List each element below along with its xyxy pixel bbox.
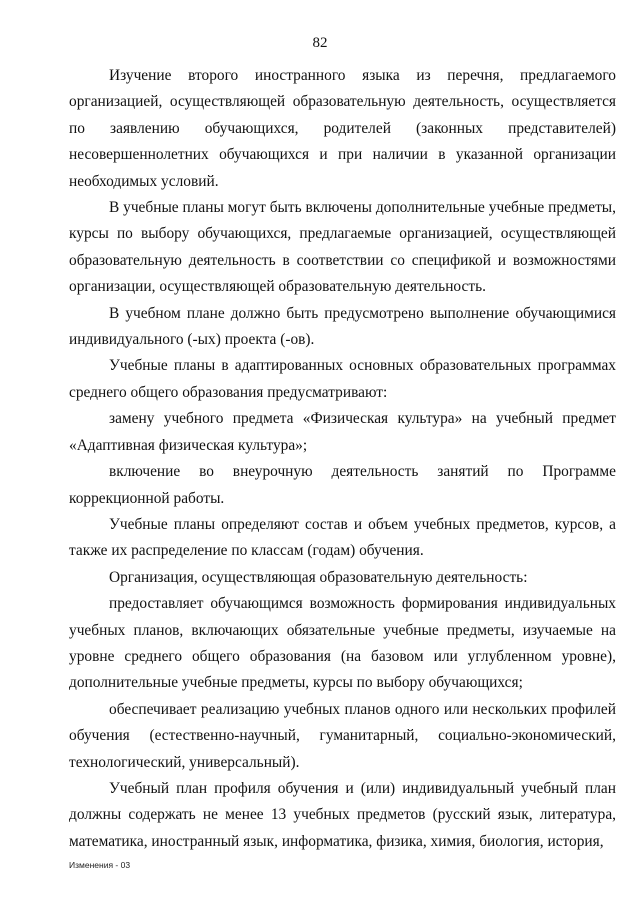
paragraph-adapted-programs: Учебные планы в адаптированных основных образовательных программах среднего общего образования предусматривают:	[69, 357, 616, 401]
paragraph-plan-composition: Учебные планы определяют состав и объем учебных предметов, курсов, а также их распределение по классам (годам) обучения.	[69, 515, 616, 560]
paragraph-individual-project: В учебном плане должно быть предусмотрено выполнение обучающимися индивидуального (-ых) проекта (-ов).	[69, 304, 616, 349]
paragraph-additional-subjects: В учебные планы могут быть включены дополнительные учебные предметы, курсы по выбору обучающихся, предлагаемые организацией, осуществляющей образовательную деятельность в соответствии со спецификой и возможностями организации, осуществляющей образовательную деятельность.	[69, 199, 616, 296]
paragraph-organization-heading: Организация, осуществляющая образовательную деятельность:	[109, 568, 528, 586]
paragraph-individual-plans: предоставляет обучающимся возможность формирования индивидуальных учебных планов, включающих обязательные учебные предметы, изучаемые на уровне среднего общего образования (на базовом или углубленном уровне), дополнительные учебные предметы, курсы по выбору обучающихся;	[69, 595, 616, 692]
paragraph-profile-plan-subjects: Учебный план профиля обучения и (или) индивидуальный учебный план должны содержать не менее 13 учебных предметов (русский язык, литература, математика, иностранный язык, информатика, физика, химия, биология, история,	[69, 779, 616, 850]
revision-footer: Изменения - 03	[69, 860, 131, 870]
paragraph-profiles: обеспечивает реализацию учебных планов одного или нескольких профилей обучения (естественно-научный, гуманитарный, социально-экономический, технологический, универсальный).	[69, 700, 616, 771]
page-number: 82	[312, 35, 328, 51]
paragraph-second-foreign-language: Изучение второго иностранного языка из перечня, предлагаемого организацией, осуществляющей образовательную деятельность, осуществляется по заявлению обучающихся, родителей (законных представителей) несовершеннолетних обучающихся и при наличии в указанной организации необходимых условий.	[69, 67, 616, 190]
paragraph-correction-program: включение во внеурочную деятельность занятий по Программе коррекционной работы.	[69, 463, 616, 507]
paragraph-physical-education-replacement: замену учебного предмета «Физическая культура» на учебный предмет «Адаптивная физическая культура»;	[69, 410, 616, 454]
document-body	[69, 63, 616, 855]
